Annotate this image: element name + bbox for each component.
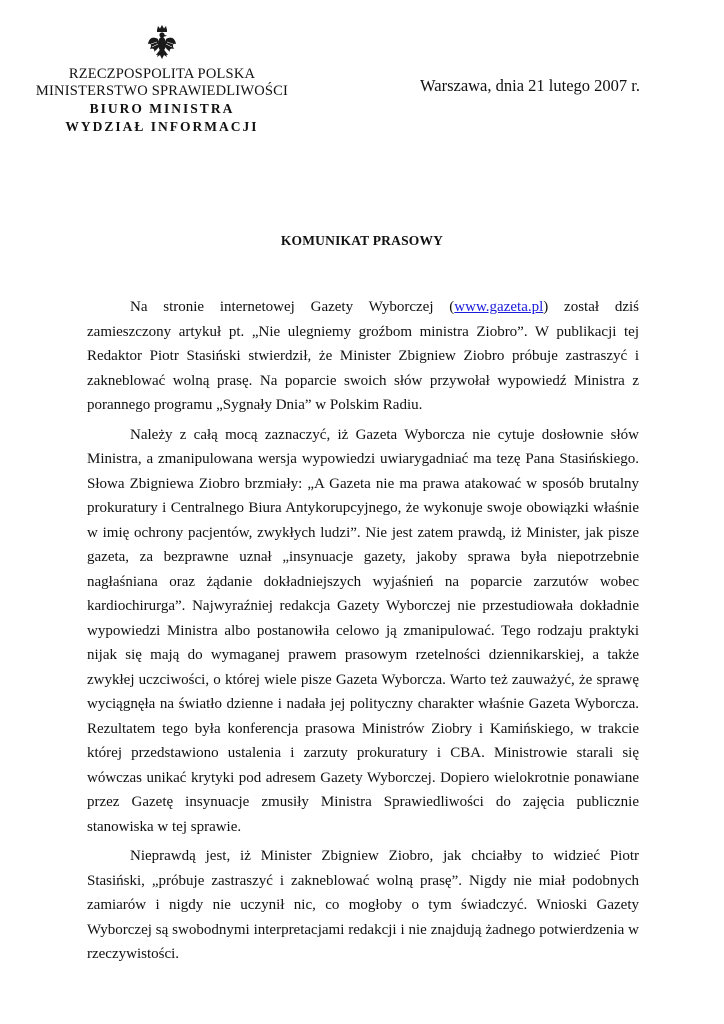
document-body	[87, 295, 639, 967]
polish-eagle-emblem-icon	[147, 24, 177, 62]
letterhead-office: BIURO MINISTRA	[89, 101, 235, 116]
paragraph-1-text-end: ) został dziś zamieszczony artykuł pt. „Nie ulegniemy groźbom ministra Ziobro”. W publikacji tej Redaktor Piotr Stasiński stwierdził, że Minister Zbigniew Ziobro próbuje zastraszyć i zakneblować wolną prasę. Na poparcie swoich słów przywołał wypowiedź Ministra z porannego programu „Sygnały Dnia” w Polskim Radiu.	[87, 299, 639, 413]
letterhead-ministry: MINISTERSTWO SPRAWIEDLIWOŚCI	[35, 83, 289, 99]
paragraph-1-text-start: Na stronie internetowej Gazety Wyborczej (	[130, 299, 455, 315]
gazeta-link[interactable]: www.gazeta.pl	[454, 299, 544, 315]
paragraph-2: Należy z całą mocą zaznaczyć, iż Gazeta Wyborcza nie cytuje dosłownie słów Ministra, a zmanipulowana wersja wypowiedzi uwiarygadniać ma tezę Pana Stasińskiego. Słowa Zbigniewa Ziobro brzmiały: „A Gazeta nie ma prawa atakować w sposób brutalny prokuratury i Centralnego Biura Antykorupcyjnego, że wykonuje swoje obowiązki właśnie w imię ochrony pacjentów, zwykłych ludzi”. Nie jest zatem prawdą, iż Minister, jak pisze gazeta, za bezprawne uznał „insynuacje gazety, jakoby sprawa była niepotrzebnie nagłaśniana oraz żądanie dokładniejszych wyjaśnień na poparcie zarzutów wobec kardiochirurga”. Najwyraźniej redakcja Gazety Wyborczej nie przestudiowała dokładnie wypowiedzi Ministra albo postanowiła celowo ją zmanipulować. Tego rodzaju praktyki nijak się mają do wymaganej prawem prasowym rzetelności dziennikarskiej, a także zwykłej uczciwości, o której wiele pisze Gazeta Wyborcza. Warto też zauważyć, że sprawę wyciągnęła na światło dzienne i nadała jej polityczny charakter właśnie Gazeta Wyborcza. Rezultatem tego była konferencja prasowa Ministrów Ziobry i Kamińskiego, w trakcie której przedstawiono ustalenia i zarzuty prokuratury i CBA. Ministrowie starali się wówczas unikać krytyki pod adresem Gazety Wyborczej. Dopiero wielokrotnie ponawiane przez Gazetę insynuacje zmusiły Ministra Sprawiedliwości do zajęcia publicznie stanowiska w tej sprawie.	[87, 426, 639, 835]
paragraph-3: Nieprawdą jest, iż Minister Zbigniew Ziobro, jak chciałby to widzieć Piotr Stasiński, „próbuje zastraszyć i zakneblować wolną prasę”. Nigdy nie miał podobnych zamiarów i nigdy nie uczynił nic, co mogłoby o tym świadczyć. Wnioski Gazety Wyborczej są swobodnymi interpretacjami redakcji i nie znajdują żadnego potwierdzenia w rzeczywistości.	[87, 848, 639, 962]
letterhead-department: WYDZIAŁ INFORMACJI	[65, 119, 259, 134]
document-title: KOMUNIKAT PRASOWY	[280, 233, 444, 248]
letterhead	[22, 24, 302, 136]
letterhead-country: RZECZPOSPOLITA POLSKA	[68, 66, 256, 82]
dateline: Warszawa, dnia 21 lutego 2007 r.	[420, 76, 640, 95]
paragraph-1	[87, 295, 639, 418]
